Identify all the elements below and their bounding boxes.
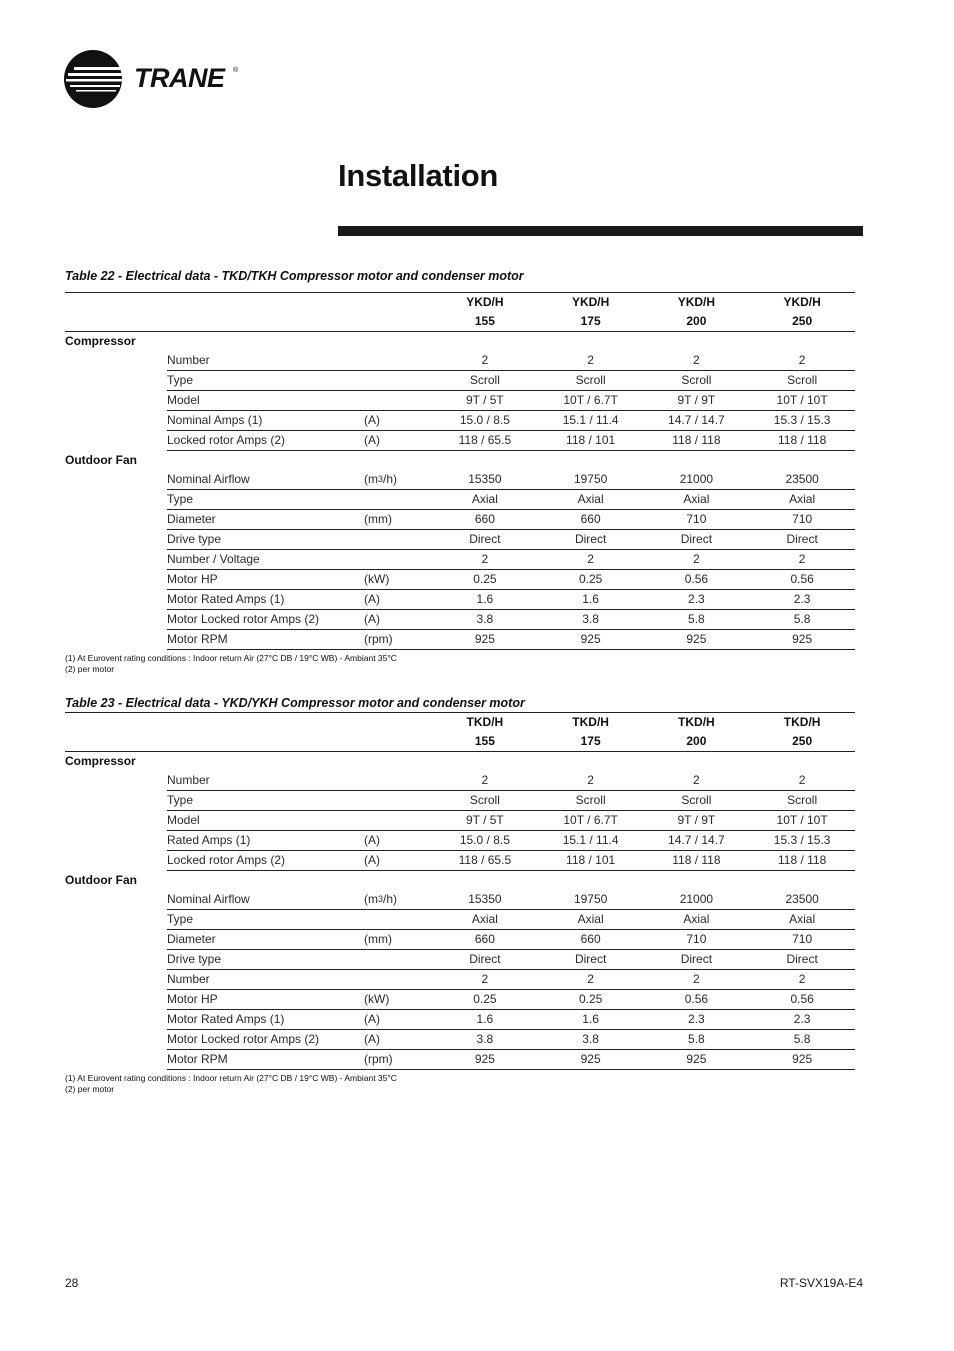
cell-value: 19750 (538, 890, 644, 910)
row-indent (65, 910, 167, 930)
cell-value: 23500 (749, 890, 855, 910)
table-row (65, 490, 855, 510)
section-row (65, 871, 855, 891)
row-unit: (A) (364, 831, 432, 851)
table-22-footnotes (65, 653, 397, 675)
header-spacer (65, 312, 167, 332)
section-title: Outdoor Fan (65, 453, 137, 467)
row-indent (65, 950, 167, 970)
table-row (65, 890, 855, 910)
row-indent (65, 1010, 167, 1030)
cell-value: 0.25 (538, 990, 644, 1010)
row-indent (65, 1050, 167, 1070)
row-indent (65, 351, 167, 371)
cell-value: 15.3 / 15.3 (749, 831, 855, 851)
table-row (65, 610, 855, 630)
cell-value: 710 (749, 510, 855, 530)
cell-value: 925 (749, 630, 855, 650)
cell-value: 15.0 / 8.5 (432, 411, 538, 431)
header-spacer (167, 293, 364, 313)
cell-value: 2 (538, 771, 644, 791)
table-row (65, 530, 855, 550)
row-label: Motor Rated Amps (1) (167, 590, 364, 610)
row-indent (65, 831, 167, 851)
header-spacer (364, 312, 432, 332)
row-unit (364, 771, 432, 791)
row-label: Motor Locked rotor Amps (2) (167, 1030, 364, 1050)
cell-value: 660 (538, 930, 644, 950)
column-model-header: TKD/H (749, 713, 855, 733)
cell-value: 925 (432, 1050, 538, 1070)
cell-value: 118 / 118 (644, 851, 750, 871)
section-title: Compressor (65, 334, 136, 348)
cell-value: 0.56 (749, 990, 855, 1010)
column-model-header: TKD/H (432, 713, 538, 733)
cell-value: 660 (538, 510, 644, 530)
cell-value: 9T / 9T (644, 811, 750, 831)
cell-value: Scroll (432, 371, 538, 391)
cell-value: 925 (432, 630, 538, 650)
row-unit (364, 530, 432, 550)
table-row (65, 510, 855, 530)
cell-value: 0.25 (538, 570, 644, 590)
row-unit (364, 490, 432, 510)
cell-value: 660 (432, 510, 538, 530)
header-spacer (364, 713, 432, 733)
cell-value: 2 (432, 771, 538, 791)
footnote: (2) per motor (65, 664, 115, 674)
row-indent (65, 851, 167, 871)
row-label: Nominal Amps (1) (167, 411, 364, 431)
cell-value: Scroll (749, 791, 855, 811)
cell-value: 15.3 / 15.3 (749, 411, 855, 431)
cell-value: 925 (538, 1050, 644, 1070)
header-spacer (65, 713, 167, 733)
cell-value: Direct (644, 530, 750, 550)
cell-value: Axial (538, 910, 644, 930)
column-model-header: YKD/H (749, 293, 855, 313)
cell-value: Axial (644, 910, 750, 930)
cell-value: Scroll (644, 791, 750, 811)
trane-logo-icon (64, 50, 244, 108)
page-number: 28 (65, 1276, 79, 1290)
table-23-caption: Table 23 - Electrical data - YKD/YKH Compressor motor and condenser motor (65, 696, 525, 710)
row-indent (65, 771, 167, 791)
cell-value: 118 / 65.5 (432, 431, 538, 451)
table-row (65, 470, 855, 490)
column-size-header: 175 (538, 732, 644, 752)
title-rule (338, 226, 863, 236)
row-unit: (m3/h) (364, 470, 432, 490)
cell-value: 14.7 / 14.7 (644, 831, 750, 851)
cell-value: 2 (644, 351, 750, 371)
column-size-header: 200 (644, 312, 750, 332)
cell-value: 118 / 118 (749, 431, 855, 451)
table-row (65, 851, 855, 871)
row-unit: (mm) (364, 930, 432, 950)
cell-value: 1.6 (432, 1010, 538, 1030)
cell-value: 15350 (432, 470, 538, 490)
table-row (65, 791, 855, 811)
cell-value: 2 (432, 550, 538, 570)
header-spacer (65, 732, 167, 752)
table-row (65, 831, 855, 851)
row-label: Type (167, 490, 364, 510)
row-label: Type (167, 371, 364, 391)
row-indent (65, 990, 167, 1010)
cell-value: 2 (749, 970, 855, 990)
table-row (65, 371, 855, 391)
table-23 (65, 712, 855, 1070)
table-row (65, 431, 855, 451)
cell-value: 2.3 (749, 1010, 855, 1030)
column-model-header: TKD/H (538, 713, 644, 733)
row-label: Model (167, 391, 364, 411)
cell-value: 3.8 (538, 1030, 644, 1050)
cell-value: 0.56 (644, 990, 750, 1010)
cell-value: 5.8 (644, 1030, 750, 1050)
table-row (65, 930, 855, 950)
cell-value: 3.8 (432, 1030, 538, 1050)
row-unit (364, 550, 432, 570)
row-label: Number (167, 771, 364, 791)
column-model-header: YKD/H (432, 293, 538, 313)
cell-value: 2 (749, 771, 855, 791)
cell-value: 15350 (432, 890, 538, 910)
cell-value: 0.56 (644, 570, 750, 590)
column-size-header: 250 (749, 312, 855, 332)
cell-value: 2 (644, 970, 750, 990)
row-indent (65, 890, 167, 910)
row-unit: (A) (364, 1010, 432, 1030)
row-indent (65, 970, 167, 990)
column-model-header: TKD/H (644, 713, 750, 733)
column-size-header: 250 (749, 732, 855, 752)
cell-value: 14.7 / 14.7 (644, 411, 750, 431)
row-indent (65, 610, 167, 630)
cell-value: 2.3 (644, 590, 750, 610)
table-row (65, 391, 855, 411)
row-label: Nominal Airflow (167, 470, 364, 490)
header-row (65, 293, 855, 313)
cell-value: 9T / 5T (432, 811, 538, 831)
header-spacer (167, 312, 364, 332)
row-label: Type (167, 910, 364, 930)
column-model-header: YKD/H (644, 293, 750, 313)
cell-value: Direct (644, 950, 750, 970)
cell-value: 2 (538, 970, 644, 990)
row-label: Diameter (167, 930, 364, 950)
brand-name: TRANE (134, 63, 225, 93)
page-title: Installation (338, 158, 499, 193)
row-label: Motor Rated Amps (1) (167, 1010, 364, 1030)
cell-value: Direct (749, 530, 855, 550)
cell-value: Direct (432, 530, 538, 550)
row-label: Number / Voltage (167, 550, 364, 570)
cell-value: Direct (538, 530, 644, 550)
header-spacer (167, 713, 364, 733)
row-indent (65, 490, 167, 510)
cell-value: 10T / 6.7T (538, 391, 644, 411)
row-label: Nominal Airflow (167, 890, 364, 910)
column-size-header: 175 (538, 312, 644, 332)
row-label: Model (167, 811, 364, 831)
cell-value: 0.25 (432, 570, 538, 590)
cell-value: 9T / 9T (644, 391, 750, 411)
cell-value: 3.8 (538, 610, 644, 630)
cell-value: 3.8 (432, 610, 538, 630)
cell-value: Scroll (749, 371, 855, 391)
row-unit: (A) (364, 590, 432, 610)
table-row (65, 351, 855, 371)
row-label: Motor Locked rotor Amps (2) (167, 610, 364, 630)
cell-value: Axial (749, 910, 855, 930)
row-label: Motor RPM (167, 1050, 364, 1070)
cell-value: 2 (432, 970, 538, 990)
row-indent (65, 930, 167, 950)
cell-value: Scroll (538, 371, 644, 391)
header-row (65, 713, 855, 733)
cell-value: 15.1 / 11.4 (538, 411, 644, 431)
cell-value: 2 (749, 550, 855, 570)
header-spacer (364, 293, 432, 313)
cell-value: 2 (432, 351, 538, 371)
cell-value: Direct (538, 950, 644, 970)
section-row (65, 332, 855, 352)
row-unit (364, 791, 432, 811)
cell-value: 925 (538, 630, 644, 650)
row-unit: (rpm) (364, 630, 432, 650)
cell-value: 660 (432, 930, 538, 950)
table-row (65, 590, 855, 610)
cell-value: 5.8 (749, 610, 855, 630)
row-unit: (A) (364, 1030, 432, 1050)
footnote: (1) At Eurovent rating conditions : Indoor return Air (27°C DB / 19°C WB) - Ambiant 35°C (65, 653, 397, 663)
column-size-header: 200 (644, 732, 750, 752)
table-row (65, 550, 855, 570)
section-title: Outdoor Fan (65, 873, 137, 887)
row-indent (65, 411, 167, 431)
header-spacer (65, 293, 167, 313)
cell-value: 19750 (538, 470, 644, 490)
row-unit (364, 950, 432, 970)
cell-value: 118 / 101 (538, 431, 644, 451)
row-label: Locked rotor Amps (2) (167, 851, 364, 871)
table-row (65, 570, 855, 590)
row-label: Drive type (167, 530, 364, 550)
row-indent (65, 530, 167, 550)
cell-value: 21000 (644, 470, 750, 490)
row-unit (364, 351, 432, 371)
footnote: (1) At Eurovent rating conditions : Indoor return Air (27°C DB / 19°C WB) - Ambiant 35°C (65, 1073, 397, 1083)
cell-value: 2 (749, 351, 855, 371)
cell-value: 710 (749, 930, 855, 950)
row-label: Motor HP (167, 990, 364, 1010)
row-indent (65, 811, 167, 831)
cell-value: Direct (749, 950, 855, 970)
header-spacer (167, 732, 364, 752)
table-row (65, 630, 855, 650)
cell-value: 118 / 118 (644, 431, 750, 451)
table-row (65, 811, 855, 831)
table-row (65, 910, 855, 930)
header-row (65, 732, 855, 752)
row-label: Type (167, 791, 364, 811)
table-22-caption: Table 22 - Electrical data - TKD/TKH Compressor motor and condenser motor (65, 269, 524, 283)
table-row (65, 970, 855, 990)
row-label: Motor HP (167, 570, 364, 590)
row-indent (65, 630, 167, 650)
cell-value: 10T / 10T (749, 811, 855, 831)
row-unit: (A) (364, 411, 432, 431)
table-23-footnotes (65, 1073, 397, 1095)
cell-value: Axial (432, 490, 538, 510)
table-row (65, 950, 855, 970)
cell-value: 925 (644, 1050, 750, 1070)
header-row (65, 312, 855, 332)
row-indent (65, 791, 167, 811)
cell-value: 0.56 (749, 570, 855, 590)
row-label: Diameter (167, 510, 364, 530)
table-row (65, 1030, 855, 1050)
row-unit: (kW) (364, 990, 432, 1010)
cell-value: 1.6 (432, 590, 538, 610)
cell-value: 5.8 (749, 1030, 855, 1050)
row-unit: (kW) (364, 570, 432, 590)
row-indent (65, 550, 167, 570)
header-spacer (364, 732, 432, 752)
cell-value: 1.6 (538, 590, 644, 610)
row-unit: (A) (364, 610, 432, 630)
cell-value: Axial (749, 490, 855, 510)
cell-value: 15.1 / 11.4 (538, 831, 644, 851)
row-unit (364, 970, 432, 990)
cell-value: 1.6 (538, 1010, 644, 1030)
row-label: Rated Amps (1) (167, 831, 364, 851)
cell-value: 9T / 5T (432, 391, 538, 411)
row-indent (65, 510, 167, 530)
row-label: Locked rotor Amps (2) (167, 431, 364, 451)
cell-value: 118 / 101 (538, 851, 644, 871)
column-size-header: 155 (432, 312, 538, 332)
row-indent (65, 590, 167, 610)
cell-value: Scroll (538, 791, 644, 811)
row-indent (65, 570, 167, 590)
row-indent (65, 1030, 167, 1050)
cell-value: 23500 (749, 470, 855, 490)
cell-value: 118 / 65.5 (432, 851, 538, 871)
table-row (65, 1050, 855, 1070)
section-row (65, 752, 855, 772)
row-label: Number (167, 351, 364, 371)
cell-value: 925 (644, 630, 750, 650)
row-unit (364, 910, 432, 930)
row-unit (364, 811, 432, 831)
cell-value: 5.8 (644, 610, 750, 630)
cell-value: 2 (644, 771, 750, 791)
registered-mark: ® (233, 67, 239, 74)
row-unit: (m3/h) (364, 890, 432, 910)
cell-value: 21000 (644, 890, 750, 910)
cell-value: 118 / 118 (749, 851, 855, 871)
row-unit: (rpm) (364, 1050, 432, 1070)
trane-logo (64, 50, 244, 108)
cell-value: 10T / 10T (749, 391, 855, 411)
cell-value: 710 (644, 930, 750, 950)
row-indent (65, 470, 167, 490)
row-label: Motor RPM (167, 630, 364, 650)
column-model-header: YKD/H (538, 293, 644, 313)
cell-value: 2 (538, 351, 644, 371)
cell-value: 2.3 (644, 1010, 750, 1030)
section-row (65, 451, 855, 471)
section-title: Compressor (65, 754, 136, 768)
row-indent (65, 431, 167, 451)
cell-value: 710 (644, 510, 750, 530)
table-22 (65, 292, 855, 650)
row-unit (364, 391, 432, 411)
cell-value: Axial (644, 490, 750, 510)
table-row (65, 771, 855, 791)
row-unit (364, 371, 432, 391)
cell-value: Scroll (432, 791, 538, 811)
row-label: Drive type (167, 950, 364, 970)
row-indent (65, 391, 167, 411)
cell-value: 2 (644, 550, 750, 570)
table-row (65, 1010, 855, 1030)
cell-value: Axial (432, 910, 538, 930)
row-unit: (A) (364, 431, 432, 451)
column-size-header: 155 (432, 732, 538, 752)
document-code: RT-SVX19A-E4 (779, 1276, 863, 1290)
cell-value: 10T / 6.7T (538, 811, 644, 831)
cell-value: 2.3 (749, 590, 855, 610)
footnote: (2) per motor (65, 1084, 115, 1094)
cell-value: 15.0 / 8.5 (432, 831, 538, 851)
table-row (65, 990, 855, 1010)
cell-value: Scroll (644, 371, 750, 391)
table-row (65, 411, 855, 431)
row-unit: (A) (364, 851, 432, 871)
cell-value: Axial (538, 490, 644, 510)
cell-value: 925 (749, 1050, 855, 1070)
row-label: Number (167, 970, 364, 990)
row-indent (65, 371, 167, 391)
row-unit: (mm) (364, 510, 432, 530)
cell-value: Direct (432, 950, 538, 970)
cell-value: 0.25 (432, 990, 538, 1010)
cell-value: 2 (538, 550, 644, 570)
